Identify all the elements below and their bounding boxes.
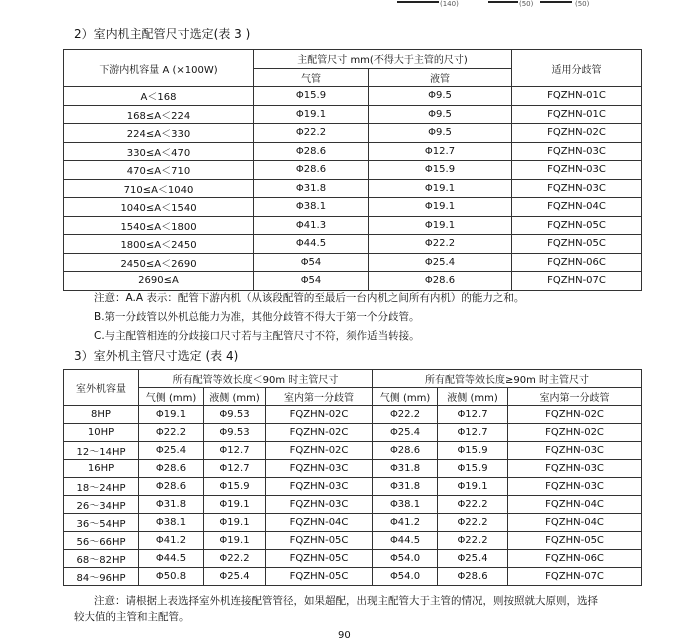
- table-cell: FQZHN-05C: [508, 532, 642, 550]
- table-cell: Φ54.0: [373, 550, 438, 568]
- table-row: [64, 478, 642, 496]
- table-cell: Φ15.9: [438, 460, 508, 478]
- table-cell: FQZHN-02C: [508, 424, 642, 442]
- table-cell: FQZHN-05C: [512, 216, 642, 235]
- table-cell: FQZHN-04C: [512, 198, 642, 217]
- table-row: [64, 442, 642, 460]
- header-liquid-side: 液侧 (mm): [204, 388, 266, 406]
- table-row: [64, 568, 642, 586]
- outdoor-main-pipe-table: [63, 369, 642, 586]
- table-cell: FQZHN-02C: [508, 406, 642, 424]
- header-first-branch: 室内第一分歧管: [266, 388, 373, 406]
- table-cell: Φ28.6: [254, 161, 369, 180]
- table-cell: 710≤A＜1040: [64, 179, 254, 198]
- table-cell: Φ19.1: [369, 216, 512, 235]
- table-cell: Φ15.9: [369, 161, 512, 180]
- table-cell: FQZHN-05C: [512, 235, 642, 254]
- table-cell: Φ9.5: [369, 87, 512, 106]
- table-cell: 16HP: [64, 460, 139, 478]
- table-cell: Φ22.2: [139, 424, 204, 442]
- table-row: [64, 179, 642, 198]
- table-cell: 1540≤A＜1800: [64, 216, 254, 235]
- table-cell: Φ12.7: [204, 460, 266, 478]
- table-cell: Φ28.6: [139, 460, 204, 478]
- table-cell: Φ19.1: [369, 179, 512, 198]
- table-cell: FQZHN-03C: [508, 478, 642, 496]
- table-cell: 1040≤A＜1540: [64, 198, 254, 217]
- table-cell: FQZHN-06C: [508, 550, 642, 568]
- table-cell: 56～66HP: [64, 532, 139, 550]
- top-mark-label: (50): [575, 0, 590, 8]
- table-cell: Φ15.9: [204, 478, 266, 496]
- top-mark-line: [540, 1, 572, 3]
- table-cell: Φ28.6: [254, 142, 369, 161]
- table-cell: Φ54: [254, 272, 369, 291]
- table-cell: 224≤A＜330: [64, 124, 254, 143]
- table-cell: Φ28.6: [139, 478, 204, 496]
- header-group-over-90m: 所有配管等效长度≥90m 时主管尺寸: [373, 370, 642, 388]
- table-cell: Φ50.8: [139, 568, 204, 586]
- table-cell: Φ31.8: [254, 179, 369, 198]
- table-cell: Φ12.7: [438, 406, 508, 424]
- table-cell: Φ12.7: [369, 142, 512, 161]
- section3-title: 3）室外机主管尺寸选定 (表 4): [74, 349, 239, 363]
- table-cell: 68～82HP: [64, 550, 139, 568]
- table-cell: Φ19.1: [438, 478, 508, 496]
- table-cell: Φ44.5: [254, 235, 369, 254]
- table-row: [64, 272, 642, 291]
- table-cell: 330≤A＜470: [64, 142, 254, 161]
- table-cell: Φ28.6: [369, 272, 512, 291]
- table-cell: Φ19.1: [369, 198, 512, 217]
- table-cell: Φ19.1: [204, 496, 266, 514]
- section3-note-line2: 较大值的主管和主配管。: [74, 611, 190, 623]
- table-cell: FQZHN-02C: [266, 424, 373, 442]
- table-row: [64, 198, 642, 217]
- table-cell: Φ19.1: [254, 105, 369, 124]
- indoor-main-pipe-table: [63, 49, 642, 291]
- table-cell: A＜168: [64, 87, 254, 106]
- table-cell: Φ9.53: [204, 406, 266, 424]
- header-outdoor-capacity: 室外机容量: [64, 370, 139, 406]
- table-row: [64, 424, 642, 442]
- table-cell: FQZHN-01C: [512, 87, 642, 106]
- table-cell: FQZHN-05C: [266, 532, 373, 550]
- table-cell: 8HP: [64, 406, 139, 424]
- table-cell: Φ41.3: [254, 216, 369, 235]
- table-row: [64, 460, 642, 478]
- table-cell: Φ22.2: [369, 235, 512, 254]
- table-cell: Φ25.4: [204, 568, 266, 586]
- table-cell: Φ44.5: [139, 550, 204, 568]
- table-cell: 36～54HP: [64, 514, 139, 532]
- table-row: [64, 124, 642, 143]
- table-row: [64, 496, 642, 514]
- section2-note-c: C.与主配管相连的分歧接口尺寸若与主配管尺寸不符，须作适当转接。: [94, 330, 420, 342]
- table-cell: FQZHN-05C: [266, 550, 373, 568]
- table-cell: Φ25.4: [438, 550, 508, 568]
- table-cell: FQZHN-04C: [508, 514, 642, 532]
- table-cell: 168≤A＜224: [64, 105, 254, 124]
- header-group-under-90m: 所有配管等效长度＜90m 时主管尺寸: [139, 370, 373, 388]
- table-cell: Φ19.1: [204, 532, 266, 550]
- header-main-pipe: 主配管尺寸 mm(不得大于主管的尺寸): [254, 50, 512, 69]
- table-cell: FQZHN-03C: [508, 460, 642, 478]
- table-cell: 84～96HP: [64, 568, 139, 586]
- table-cell: Φ9.5: [369, 124, 512, 143]
- table-cell: FQZHN-03C: [266, 460, 373, 478]
- table-cell: Φ19.1: [139, 406, 204, 424]
- table-cell: 18～24HP: [64, 478, 139, 496]
- table-cell: FQZHN-07C: [508, 568, 642, 586]
- table-row: [64, 161, 642, 180]
- table-cell: Φ38.1: [254, 198, 369, 217]
- table-cell: FQZHN-03C: [512, 161, 642, 180]
- section2-note-a: 注意：A.A 表示：配管下游内机（从该段配管的至最后一台内机之间所有内机）的能力之和。: [94, 292, 525, 304]
- header-gas-side: 气侧 (mm): [139, 388, 204, 406]
- table-cell: Φ25.4: [369, 253, 512, 272]
- header-capacity: 下游内机容量 A (×100W): [64, 50, 254, 87]
- top-mark-line: [488, 1, 518, 3]
- table-cell: 2690≤A: [64, 272, 254, 291]
- table-cell: FQZHN-06C: [512, 253, 642, 272]
- table-cell: FQZHN-03C: [266, 478, 373, 496]
- table-cell: FQZHN-02C: [512, 124, 642, 143]
- header-liquid: 液管: [369, 68, 512, 87]
- table-cell: Φ15.9: [254, 87, 369, 106]
- table-cell: FQZHN-03C: [266, 496, 373, 514]
- table-cell: FQZHN-03C: [512, 142, 642, 161]
- table-row: [64, 550, 642, 568]
- table-cell: FQZHN-01C: [512, 105, 642, 124]
- table-cell: 1800≤A＜2450: [64, 235, 254, 254]
- section2-title: 2）室内机主配管尺寸选定(表 3 ): [74, 27, 251, 41]
- table-cell: Φ25.4: [373, 424, 438, 442]
- top-mark-label: (140): [440, 0, 459, 8]
- table-cell: FQZHN-03C: [512, 179, 642, 198]
- table-cell: Φ22.2: [438, 514, 508, 532]
- section3-note-line1: 注意：请根据上表选择室外机连接配管管径，如果超配，出现主配管大于主管的情况，则按照就大原则，选择: [94, 595, 598, 607]
- table-cell: 10HP: [64, 424, 139, 442]
- table-cell: 2450≤A＜2690: [64, 253, 254, 272]
- table-cell: 12～14HP: [64, 442, 139, 460]
- table-cell: Φ15.9: [438, 442, 508, 460]
- table-cell: Φ31.8: [373, 478, 438, 496]
- table-cell: Φ54: [254, 253, 369, 272]
- table-cell: FQZHN-03C: [508, 442, 642, 460]
- table-cell: Φ41.2: [373, 514, 438, 532]
- table-cell: Φ19.1: [204, 514, 266, 532]
- table-row: [64, 216, 642, 235]
- table-row: [64, 105, 642, 124]
- table-cell: Φ9.53: [204, 424, 266, 442]
- table-cell: Φ28.6: [373, 442, 438, 460]
- table-cell: Φ12.7: [438, 424, 508, 442]
- table-row: [64, 235, 642, 254]
- table-cell: Φ22.2: [438, 532, 508, 550]
- header-gas: 气管: [254, 68, 369, 87]
- page-number: 90: [338, 630, 351, 641]
- table-cell: FQZHN-04C: [508, 496, 642, 514]
- table-cell: Φ25.4: [139, 442, 204, 460]
- header-gas-side: 气侧 (mm): [373, 388, 438, 406]
- table-row: [64, 532, 642, 550]
- table-cell: 470≤A＜710: [64, 161, 254, 180]
- section2-note-b: B.第一分歧管以外机总能力为准，其他分歧管不得大于第一个分歧管。: [94, 311, 420, 323]
- table-cell: FQZHN-05C: [266, 568, 373, 586]
- top-mark-label: (50): [519, 0, 534, 8]
- table-cell: Φ22.2: [204, 550, 266, 568]
- header-liquid-side: 液侧 (mm): [438, 388, 508, 406]
- table-cell: Φ38.1: [373, 496, 438, 514]
- header-branch: 适用分歧管: [512, 50, 642, 87]
- table-cell: Φ12.7: [204, 442, 266, 460]
- table-row: [64, 406, 642, 424]
- table-cell: FQZHN-07C: [512, 272, 642, 291]
- table-cell: Φ22.2: [438, 496, 508, 514]
- table-cell: Φ41.2: [139, 532, 204, 550]
- table-row: [64, 514, 642, 532]
- table-cell: Φ22.2: [373, 406, 438, 424]
- table-cell: Φ9.5: [369, 105, 512, 124]
- table-cell: Φ44.5: [373, 532, 438, 550]
- top-mark-line: [397, 1, 439, 3]
- table-cell: FQZHN-02C: [266, 442, 373, 460]
- table-row: [64, 87, 642, 106]
- table-cell: Φ28.6: [438, 568, 508, 586]
- table-cell: 26～34HP: [64, 496, 139, 514]
- table-row: [64, 253, 642, 272]
- table-cell: Φ54.0: [373, 568, 438, 586]
- header-first-branch: 室内第一分歧管: [508, 388, 642, 406]
- table-cell: FQZHN-02C: [266, 406, 373, 424]
- table-cell: FQZHN-04C: [266, 514, 373, 532]
- table-cell: Φ38.1: [139, 514, 204, 532]
- table-cell: Φ31.8: [373, 460, 438, 478]
- table-cell: Φ22.2: [254, 124, 369, 143]
- table-row: [64, 142, 642, 161]
- top-cropped-marks: [0, 0, 689, 14]
- table-cell: Φ31.8: [139, 496, 204, 514]
